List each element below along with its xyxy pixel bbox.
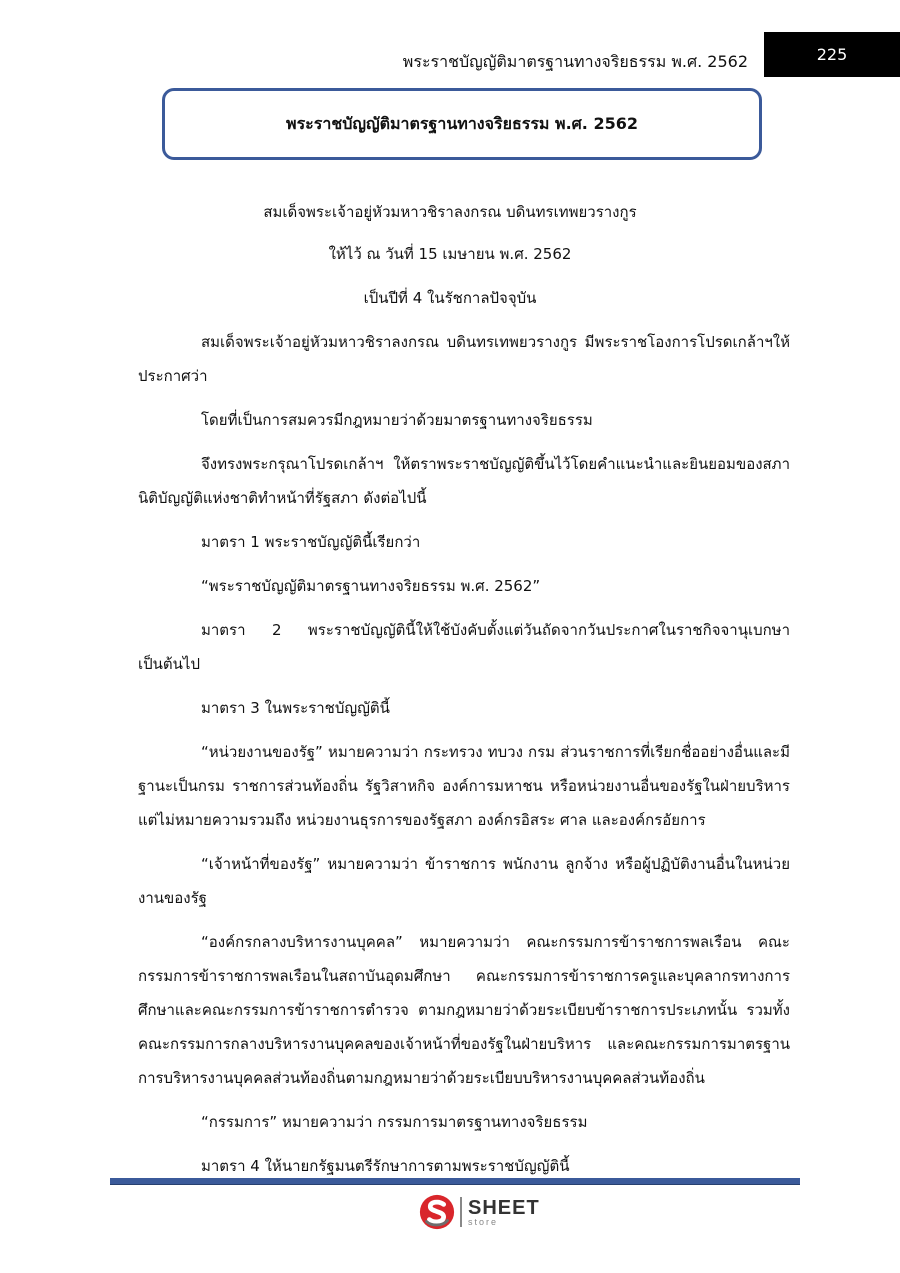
document-title: พระราชบัญญัติมาตรฐานทางจริยธรรม พ.ศ. 2562 [286, 113, 638, 133]
running-header-title: พระราชบัญญัติมาตรฐานทางจริยธรรม พ.ศ. 2562 [402, 52, 748, 71]
logo-separator [460, 1197, 462, 1227]
body-text [138, 325, 790, 1193]
preamble-reign-year: เป็นปีที่ 4 ในรัชกาลปัจจุบัน [363, 289, 537, 307]
section-1: มาตรา 1 พระราชบัญญัตินี้เรียกว่า [201, 533, 421, 551]
preamble-date: ให้ไว้ ณ วันที่ 15 เมษายน พ.ศ. 2562 [328, 245, 572, 263]
section-4: มาตรา 4 ให้นายกรัฐมนตรีรักษาการตามพระราชบัญญัตินี้ [201, 1157, 570, 1175]
footer-rule [110, 1178, 800, 1185]
paragraph-proclamation: สมเด็จพระเจ้าอยู่หัวมหาวชิราลงกรณ บดินทรเทพยวรางกูร มีพระราชโองการโปรดเกล้าฯให้ประกาศว่า [138, 333, 790, 385]
definition-central-personnel-body: “องค์กรกลางบริหารงานบุคคล” หมายความว่า คณะกรรมการข้าราชการพลเรือน คณะกรรมการข้าราชการพลเรือนในสถาบันอุดมศึกษา คณะกรรมการข้าราชการครูและบุคลากรทางการศึกษาและคณะกรรมการข้าราชการตำรวจ ตามกฎหมายว่าด้วยระเบียบข้าราชการประเภทนั้น รวมทั้งคณะกรรมการกลางบริหารงานบุคคลของเจ้าหน้าที่ของรัฐในฝ่ายบริหาร และคณะกรรมการมาตรฐานการบริหารงานบุคคลส่วนท้องถิ่นตามกฎหมายว่าด้วยระเบียบบริหารงานบุคคลส่วนท้องถิ่น [138, 933, 790, 1087]
logo-subtitle: store [468, 1216, 499, 1227]
paragraph-whereas: โดยที่เป็นการสมควรมีกฎหมายว่าด้วยมาตรฐานทางจริยธรรม [201, 411, 593, 429]
section-3: มาตรา 3 ในพระราชบัญญัตินี้ [201, 699, 390, 717]
preamble-king: สมเด็จพระเจ้าอยู่หัวมหาวชิราลงกรณ บดินทรเทพยวรางกูร [263, 203, 637, 221]
document-title-box [162, 88, 762, 160]
definition-state-official: “เจ้าหน้าที่ของรัฐ” หมายความว่า ข้าราชการ พนักงาน ลูกจ้าง หรือผู้ปฏิบัติงานอื่นในหน่วยงานของรัฐ [138, 855, 790, 907]
paragraph-enactment: จึงทรงพระกรุณาโปรดเกล้าฯ ให้ตราพระราชบัญญัติขึ้นไว้โดยคำแนะนำและยินยอมของสภานิติบัญญัติแห่งชาติทำหน้าที่รัฐสภา ดังต่อไปนี้ [138, 455, 790, 507]
page-number: 225 [764, 32, 900, 77]
sheetstore-logo-icon [418, 1193, 456, 1231]
sheetstore-logo [418, 1192, 540, 1232]
logo-wordmark: SHEET [468, 1196, 540, 1219]
definition-state-agency: “หน่วยงานของรัฐ” หมายความว่า กระทรวง ทบวง กรม ส่วนราชการที่เรียกชื่ออย่างอื่นและมีฐานะเป็นกรม ราชการส่วนท้องถิ่น รัฐวิสาหกิจ องค์การมหาชน หรือหน่วยงานอื่นของรัฐในฝ่ายบริหาร แต่ไม่หมายความรวมถึง หน่วยงานธุรการของรัฐสภา องค์กรอิสระ ศาล และองค์กรอัยการ [138, 743, 790, 829]
act-name-quote: “พระราชบัญญัติมาตรฐานทางจริยธรรม พ.ศ. 2562” [201, 577, 541, 595]
section-2: มาตรา 2 พระราชบัญญัตินี้ให้ใช้บังคับตั้งแต่วันถัดจากวันประกาศในราชกิจจานุเบกษาเป็นต้นไป [138, 621, 790, 673]
definition-committee-member: “กรรมการ” หมายความว่า กรรมการมาตรฐานทางจริยธรรม [201, 1113, 588, 1131]
